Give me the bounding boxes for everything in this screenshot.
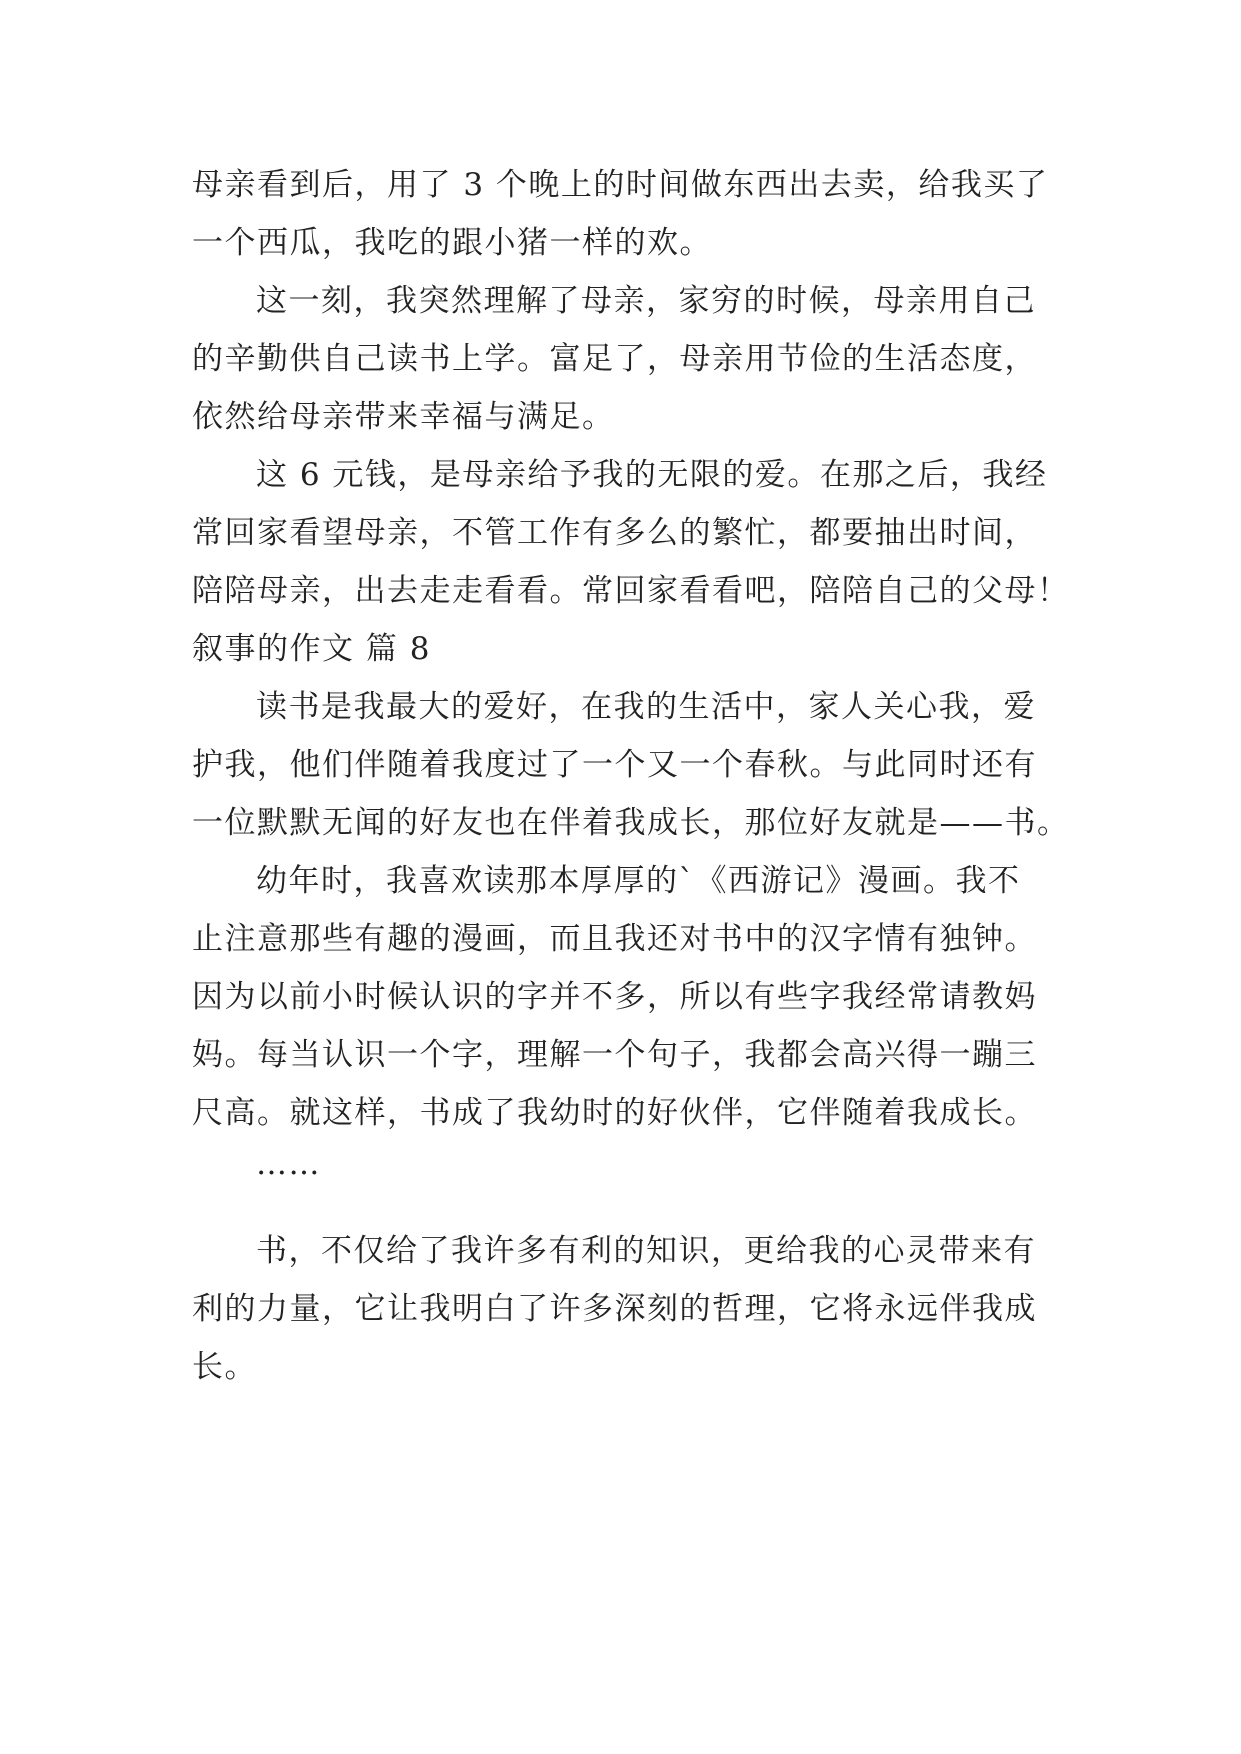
paragraph-line: 妈。每当认识一个字，理解一个句子，我都会高兴得一蹦三 <box>192 1037 1037 1073</box>
paragraph-line: 的辛勤供自己读书上学。富足了，母亲用节俭的生活态度， <box>192 341 1037 377</box>
paragraph-line: 尺高。就这样，书成了我幼时的好伙伴，它伴随着我成长。 <box>192 1095 1037 1131</box>
paragraph-line: 依然给母亲带来幸福与满足。 <box>192 399 615 435</box>
paragraph-line: 陪陪母亲，出去走走看看。常回家看看吧，陪陪自己的父母！ <box>192 573 1070 609</box>
paragraph-line: 一位默默无闻的好友也在伴着我成长，那位好友就是——书。 <box>192 805 1070 841</box>
paragraph-line: 护我，他们伴随着我度过了一个又一个春秋。与此同时还有 <box>192 747 1037 783</box>
paragraph-line: 止注意那些有趣的漫画，而且我还对书中的汉字情有独钟。 <box>192 921 1037 957</box>
paragraph-line: 因为以前小时候认识的字并不多，所以有些字我经常请教妈 <box>192 979 1037 1015</box>
paragraph-line: 书，不仅给了我许多有利的知识，更给我的心灵带来有 <box>256 1233 1036 1269</box>
paragraph-line: 读书是我最大的爱好，在我的生活中，家人关心我，爱 <box>256 689 1036 725</box>
paragraph-line: 利的力量，它让我明白了许多深刻的哲理，它将永远伴我成 <box>192 1291 1037 1327</box>
ellipsis: …… <box>256 1146 321 1182</box>
paragraph-line: 常回家看望母亲，不管工作有多么的繁忙，都要抽出时间， <box>192 515 1037 551</box>
paragraph-line: 长。 <box>192 1349 257 1385</box>
section-heading: 叙事的作文 篇 8 <box>192 631 431 667</box>
document-body <box>192 156 1072 1396</box>
paragraph-line: 幼年时，我喜欢读那本厚厚的`《西游记》漫画。我不 <box>256 863 1021 899</box>
paragraph-line: 这一刻，我突然理解了母亲，家穷的时候，母亲用自己 <box>256 283 1036 319</box>
paragraph-line: 一个西瓜，我吃的跟小猪一样的欢。 <box>192 225 712 261</box>
paragraph-line: 这 6 元钱，是母亲给予我的无限的爱。在那之后，我经 <box>256 457 1048 493</box>
paragraph-line: 母亲看到后，用了 3 个晚上的时间做东西出去卖，给我买了 <box>192 167 1049 203</box>
